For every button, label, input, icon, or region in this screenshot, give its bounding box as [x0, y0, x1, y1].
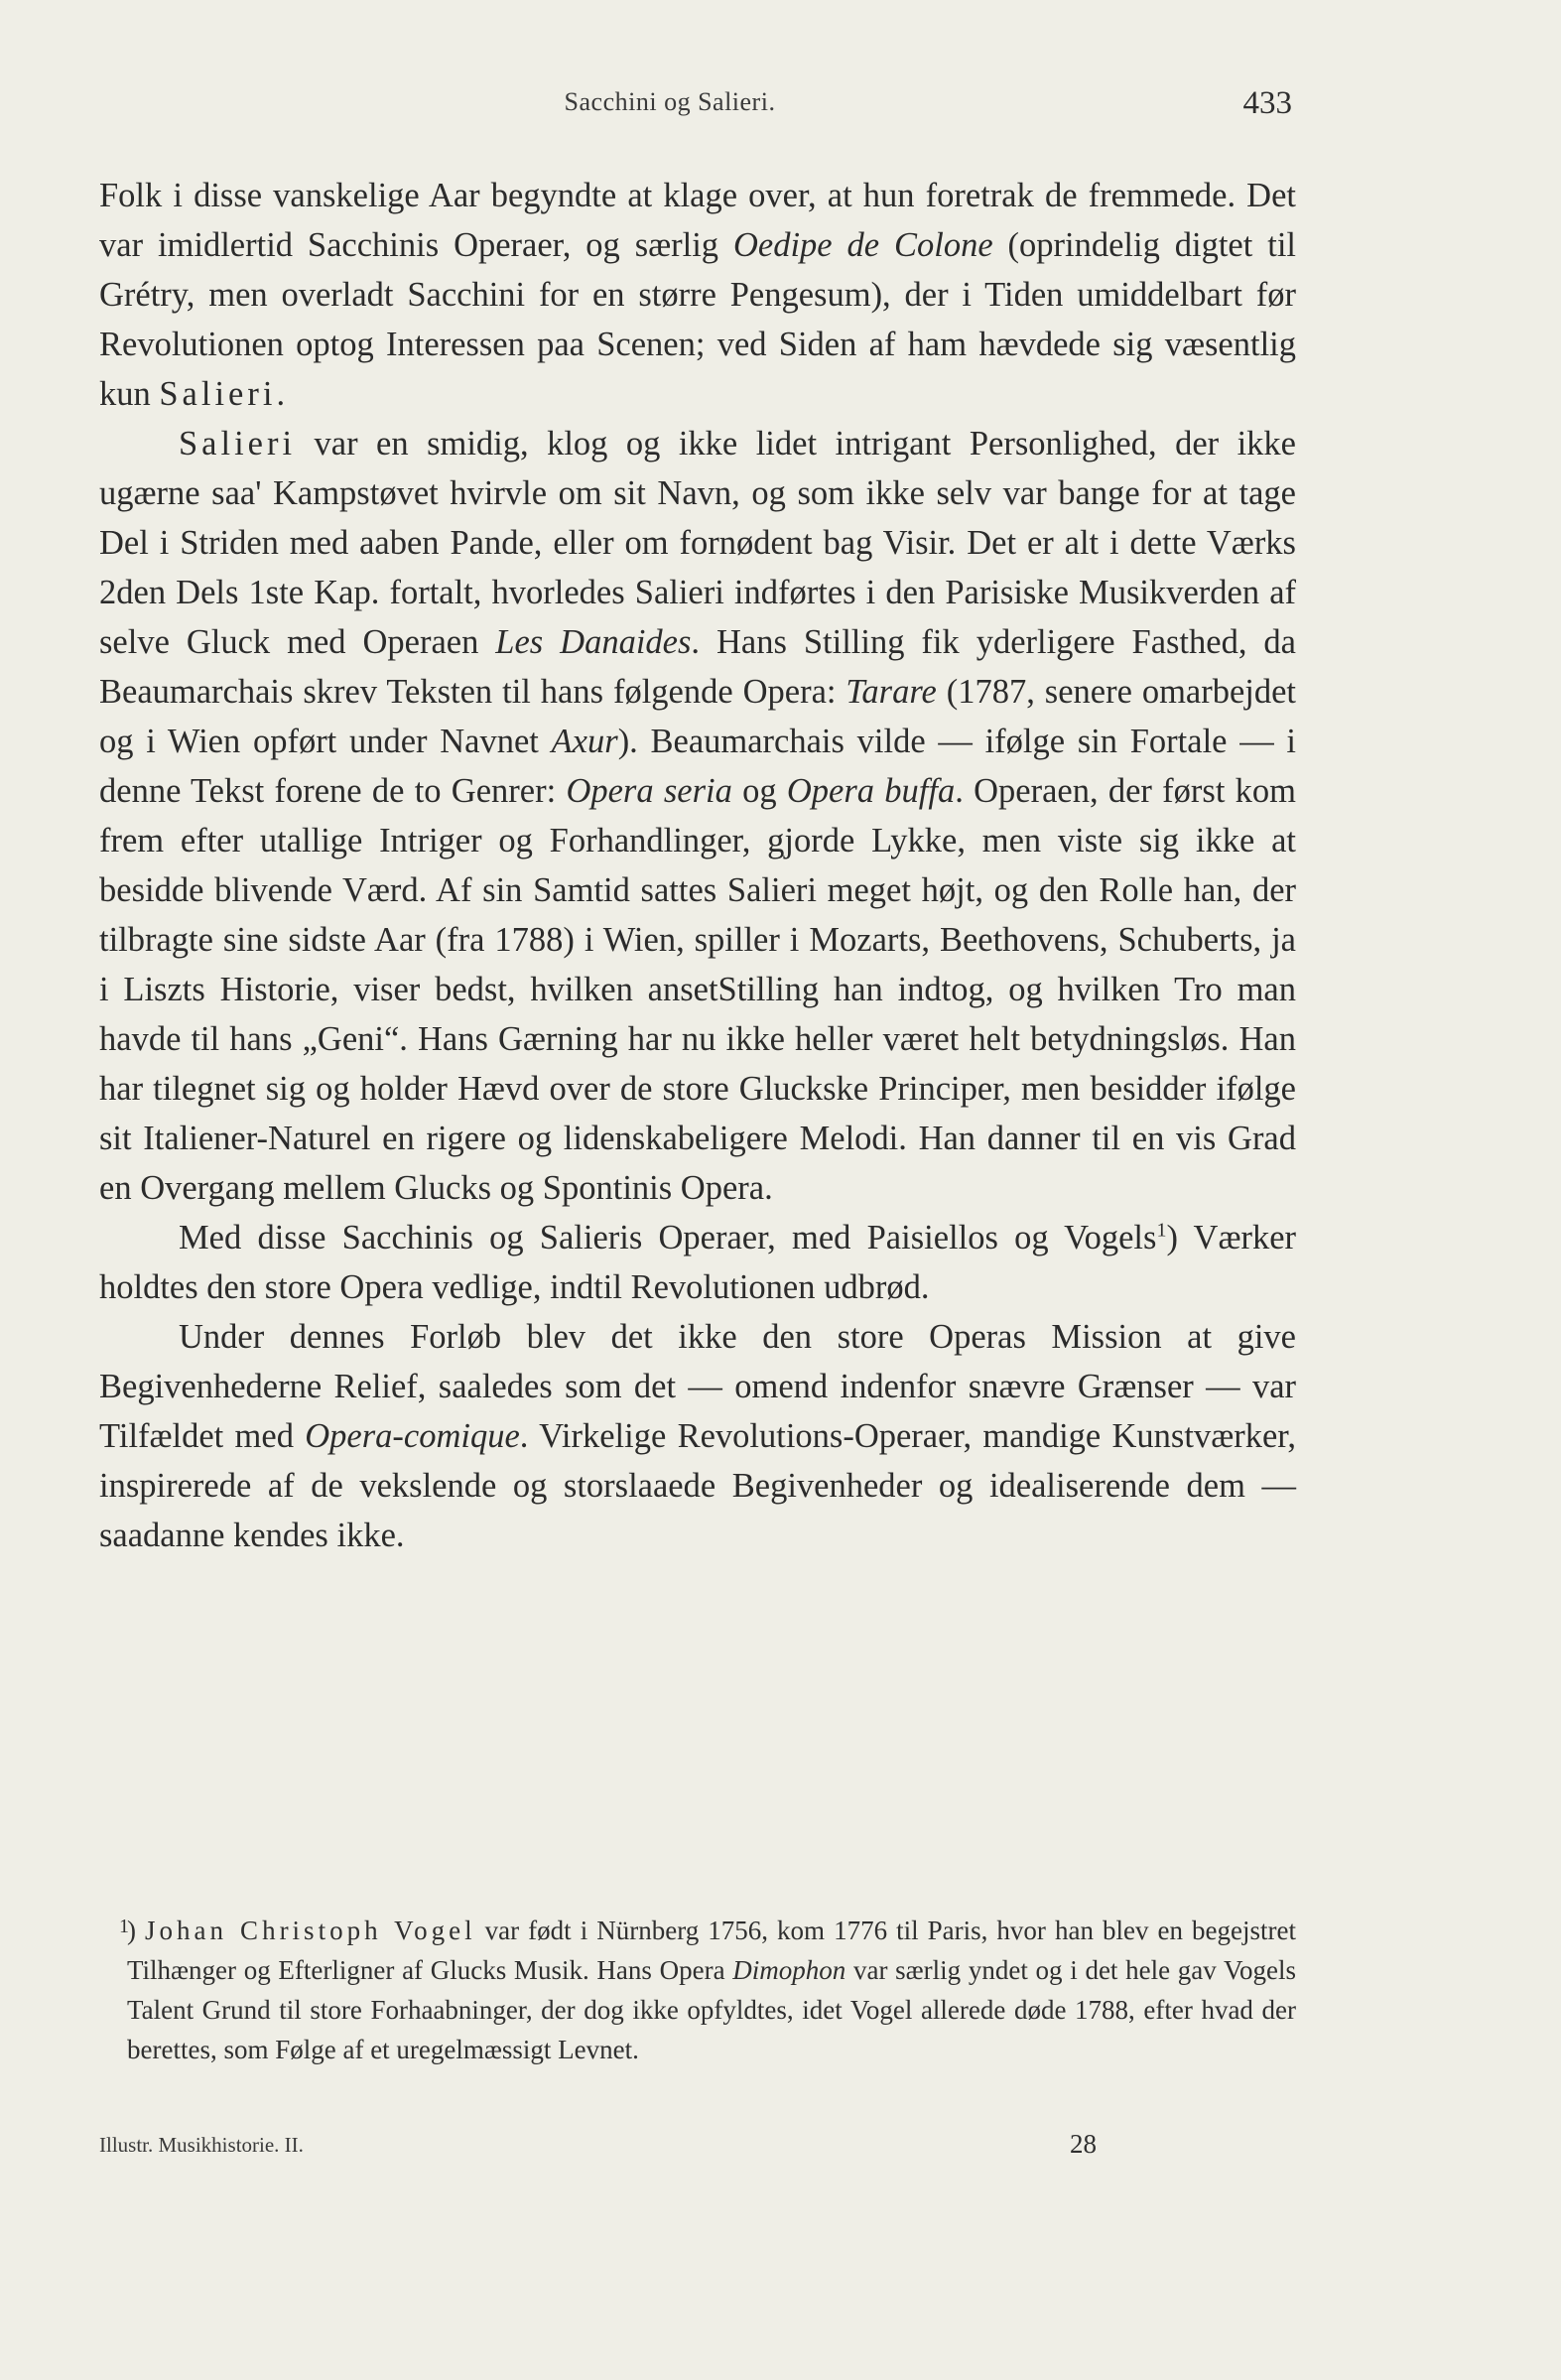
opera-title: Oedipe de Colone [732, 226, 993, 264]
text-run: og [731, 772, 787, 810]
person-name: Johan Christoph Vogel [145, 1916, 476, 1945]
signature-mark: 28 [1070, 2129, 1097, 2159]
page-footer [99, 2129, 1296, 2165]
genre-term: Opera-comique [305, 1417, 520, 1455]
text-run: (oprindelig digtet til Grétry, men overladt Sacchini for en større Pengesum), der i Tiden umiddelbart før Revolutionen optog Interessen paa Scenen; ved Siden af ham hævdede sig væsentlig kun [99, 226, 1296, 413]
genre-term: Opera seria [566, 772, 732, 810]
paragraph-2 [99, 419, 1296, 1213]
paragraph-4 [99, 1312, 1296, 1560]
composer-name: Salieri [179, 425, 297, 463]
composer-name: Salieri [159, 375, 277, 413]
paragraph-3 [99, 1213, 1296, 1312]
running-title: Sacchini og Salieri. [564, 87, 776, 116]
opera-title: Tarare [846, 673, 937, 711]
text-run: (1787, senere omarbejdet og i Wien opført under Navnet [99, 673, 1297, 760]
footnote-text [119, 1911, 1297, 2069]
text-run: ) [127, 1916, 146, 1945]
footnote-reference: 1 [1156, 1219, 1167, 1242]
page-number: 433 [1242, 85, 1292, 121]
text-run: . Hans Stilling fik yderligere Fasthed, da Beaumarchais skrev Teksten til hans følgende Opera: [99, 623, 1296, 711]
text-run: Med disse Sacchinis og Salieris Operaer, med Paisiellos og Vogels [179, 1219, 1157, 1256]
text-run: Under dennes Forløb blev det ikke den store Operas Mission at give Begivenhederne Relief, saaledes som det — omend indenfor snævre Grænser — var Tilfældet med [99, 1318, 1296, 1455]
text-run: var særlig yndet og i det hele gav Vogels Talent Grund til store Forhaabninger, der dog ikke opfyldtes, idet Vogel allerede døde 1788, efter hvad der berettes, som Følge af et uregelmæssigt Levnet. [127, 1955, 1297, 2064]
text-run: . [276, 375, 286, 413]
opera-title: Axur [551, 723, 618, 760]
genre-term: Opera buffa [786, 772, 956, 810]
paragraph-1 [99, 171, 1296, 419]
text-run: var født i Nürnberg 1756, kom 1776 til Paris, hvor han blev en begejstret Tilhænger og Efterligner af Glucks Musik. Hans Opera [127, 1916, 1296, 1985]
text-run: ) Værker holdtes den store Opera vedlige, indtil Revolutionen udbrød. [99, 1219, 1296, 1306]
text-run: ). Beaumarchais vilde — ifølge sin Fortale — i denne Tekst forene de to Genrer: [99, 723, 1296, 810]
footnote-marker: 1 [119, 1916, 129, 1937]
text-run: . Operaen, der først kom frem efter utallige Intriger og Forhandlinger, gjorde Lykke, men viste sig ikke at besidde blivende Værd. Af sin Samtid sattes Salieri meget højt, og den Rolle han, der tilbragte sine sidste Aar (fra 1788) i Wien, spiller i Mozarts, Beethovens, Schuberts, ja i Liszts Historie, viser bedst, hvilken ansetStilling han indtog, og hvilken Tro man havde til hans „Geni“. Hans Gærning har nu ikke heller været helt betydningsløs. Han har tilegnet sig og holder Hævd over de store Gluckske Principer, men besidder ifølge sit Italiener-Naturel en rigere og lidenskabeligere Melodi. Han danner til en vis Grad en Overgang mellem Glucks og Spontinis Opera. [99, 772, 1297, 1207]
text-run: Folk i disse vanskelige Aar begyndte at klage over, at hun foretrak de fremmede. Det var imidlertid Sacchinis Operaer, og særlig [99, 177, 1296, 264]
imprint-line: Illustr. Musikhistorie. II. [99, 2133, 304, 2157]
body-text [99, 171, 1296, 1560]
running-head [99, 87, 1290, 127]
text-run: . Virkelige Revolutions-Operaer, mandige Kunstværker, inspirerede af de vekslende og storslaaede Begivenheder og idealiserende dem — saadanne kendes ikke. [99, 1417, 1296, 1554]
footnote [119, 1911, 1297, 2069]
opera-title: Les Danaides [495, 623, 692, 661]
opera-title: Dimophon [732, 1955, 846, 1985]
text-run: var en smidig, klog og ikke lidet intrigant Personlighed, der ikke ugærne saa' Kampstøvet hvirvle om sit Navn, og som ikke selv var bange for at tage Del i Striden med aaben Pande, eller om fornødent bag Visir. Det er alt i dette Værks 2den Dels 1ste Kap. fortalt, hvorledes Salieri indførtes i den Parisiske Musikverden af selve Gluck med Operaen [99, 425, 1296, 661]
